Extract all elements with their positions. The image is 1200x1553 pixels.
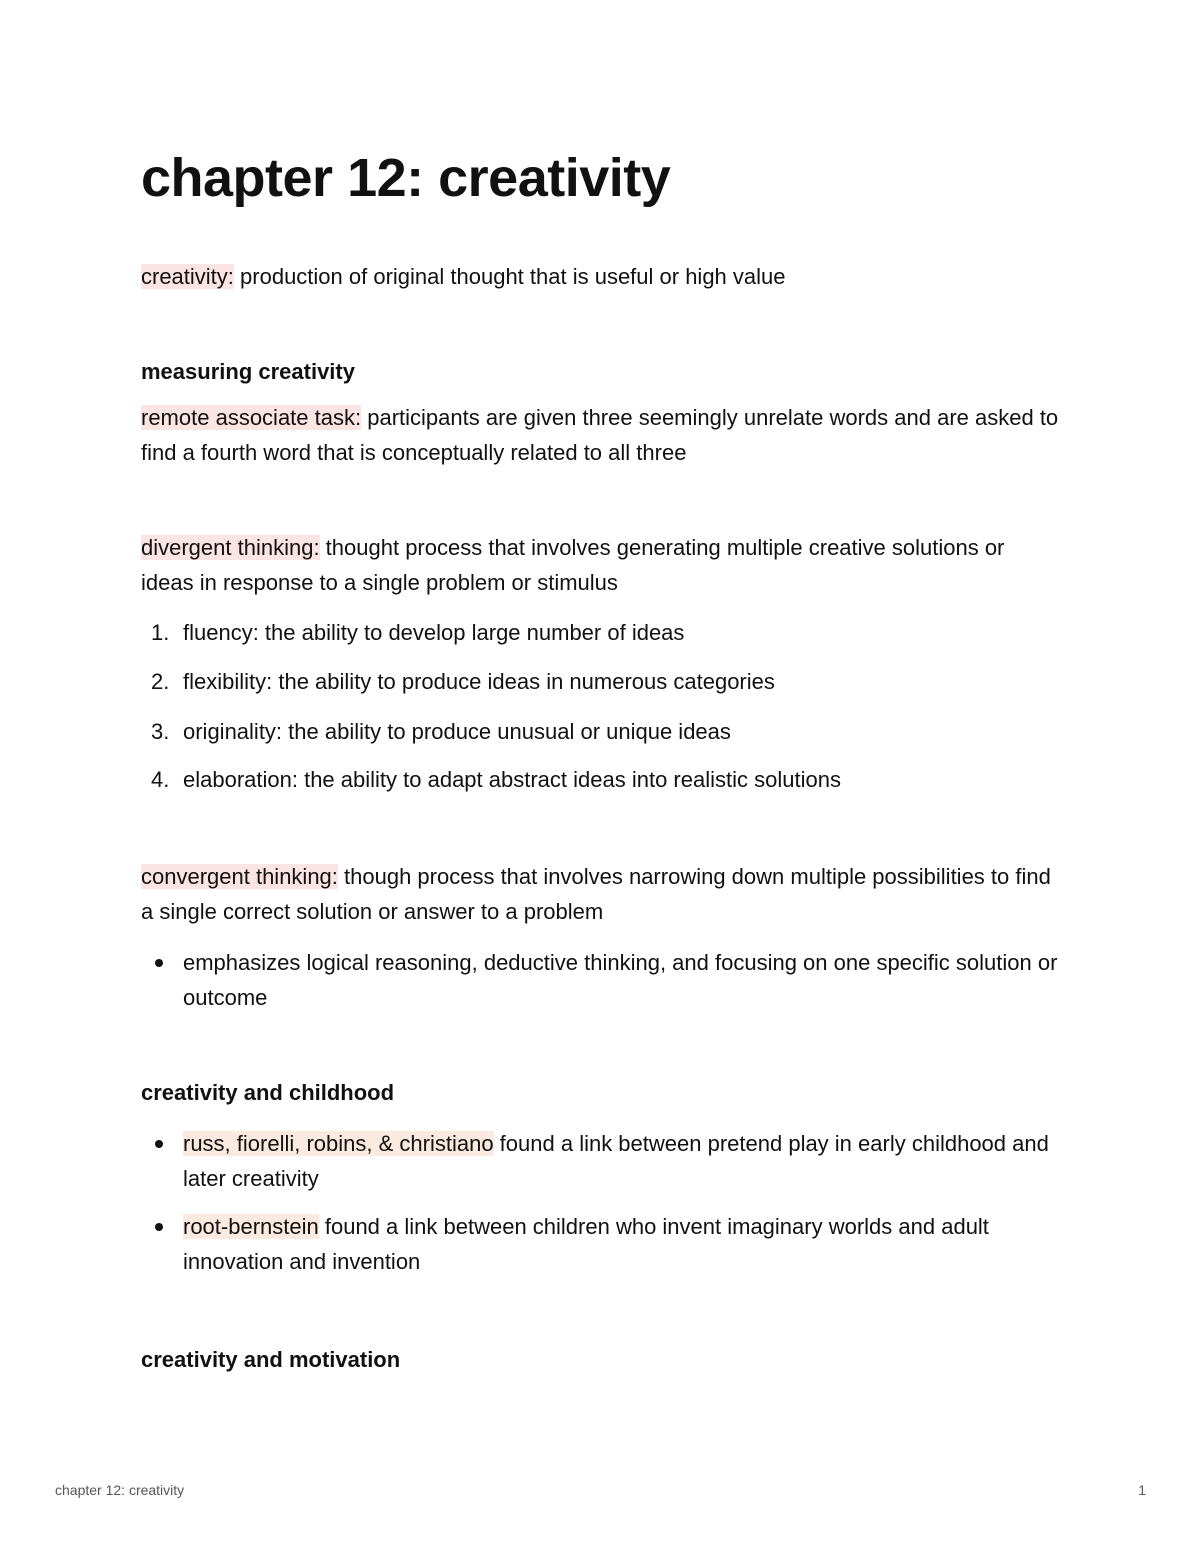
bullet-dot-icon <box>155 1140 163 1148</box>
list-item-text: flexibility: the ability to produce ideas in numerous categories <box>183 669 775 694</box>
definition-text: production of original thought that is useful or high value <box>233 264 786 289</box>
bullet-item-text <box>183 1209 1063 1279</box>
list-number: 3. <box>151 719 170 744</box>
term-convergent-thinking: convergent thinking: <box>141 864 338 889</box>
footer-title: chapter 12: creativity <box>55 1482 185 1498</box>
definition-creativity <box>141 259 1061 294</box>
bullet-item-text: emphasizes logical reasoning, deductive thinking, and focusing on one specific solution or outcome <box>183 950 1058 1010</box>
list-item-text: originality: the ability to produce unusual or unique ideas <box>183 719 731 744</box>
section-heading-childhood: creativity and childhood <box>141 1080 395 1105</box>
researcher-names: root-bernstein <box>183 1214 319 1239</box>
section-heading-motivation: creativity and motivation <box>141 1347 401 1372</box>
definition-remote-associate-task <box>141 400 1061 470</box>
page-number: 1 <box>1138 1482 1146 1498</box>
list-number: 2. <box>151 669 170 694</box>
term-divergent-thinking: divergent thinking: <box>141 535 320 560</box>
definition-divergent-thinking <box>141 530 1061 600</box>
list-number: 4. <box>151 767 170 792</box>
definition-text: thought process that involves generating multiple creative solutions or ideas in response to a single problem or stimulus <box>141 535 1005 595</box>
list-number: 1. <box>151 620 170 645</box>
list-item-text: elaboration: the ability to adapt abstract ideas into realistic solutions <box>183 767 841 792</box>
finding-text: found a link between children who invent imaginary worlds and adult innovation and invention <box>183 1214 989 1274</box>
bullet-item-text <box>183 1126 1063 1196</box>
term-remote-associate-task: remote associate task: <box>141 405 362 430</box>
section-heading-measuring: measuring creativity <box>141 359 355 384</box>
bullet-dot-icon <box>155 959 163 967</box>
definition-text: participants are given three seemingly unrelate words and are asked to find a fourth word that is conceptually related to all three <box>141 405 1059 465</box>
finding-text: found a link between pretend play in early childhood and later creativity <box>183 1131 1049 1191</box>
bullet-dot-icon <box>155 1223 163 1231</box>
definition-convergent-thinking <box>141 859 1061 929</box>
researcher-names: russ, fiorelli, robins, & christiano <box>183 1131 494 1156</box>
definition-text: though process that involves narrowing down multiple possibilities to find a single correct solution or answer to a problem <box>141 864 1051 924</box>
list-item-text: fluency: the ability to develop large number of ideas <box>183 620 685 645</box>
term-creativity: creativity: <box>141 264 234 289</box>
page-title: chapter 12: creativity <box>141 148 671 208</box>
